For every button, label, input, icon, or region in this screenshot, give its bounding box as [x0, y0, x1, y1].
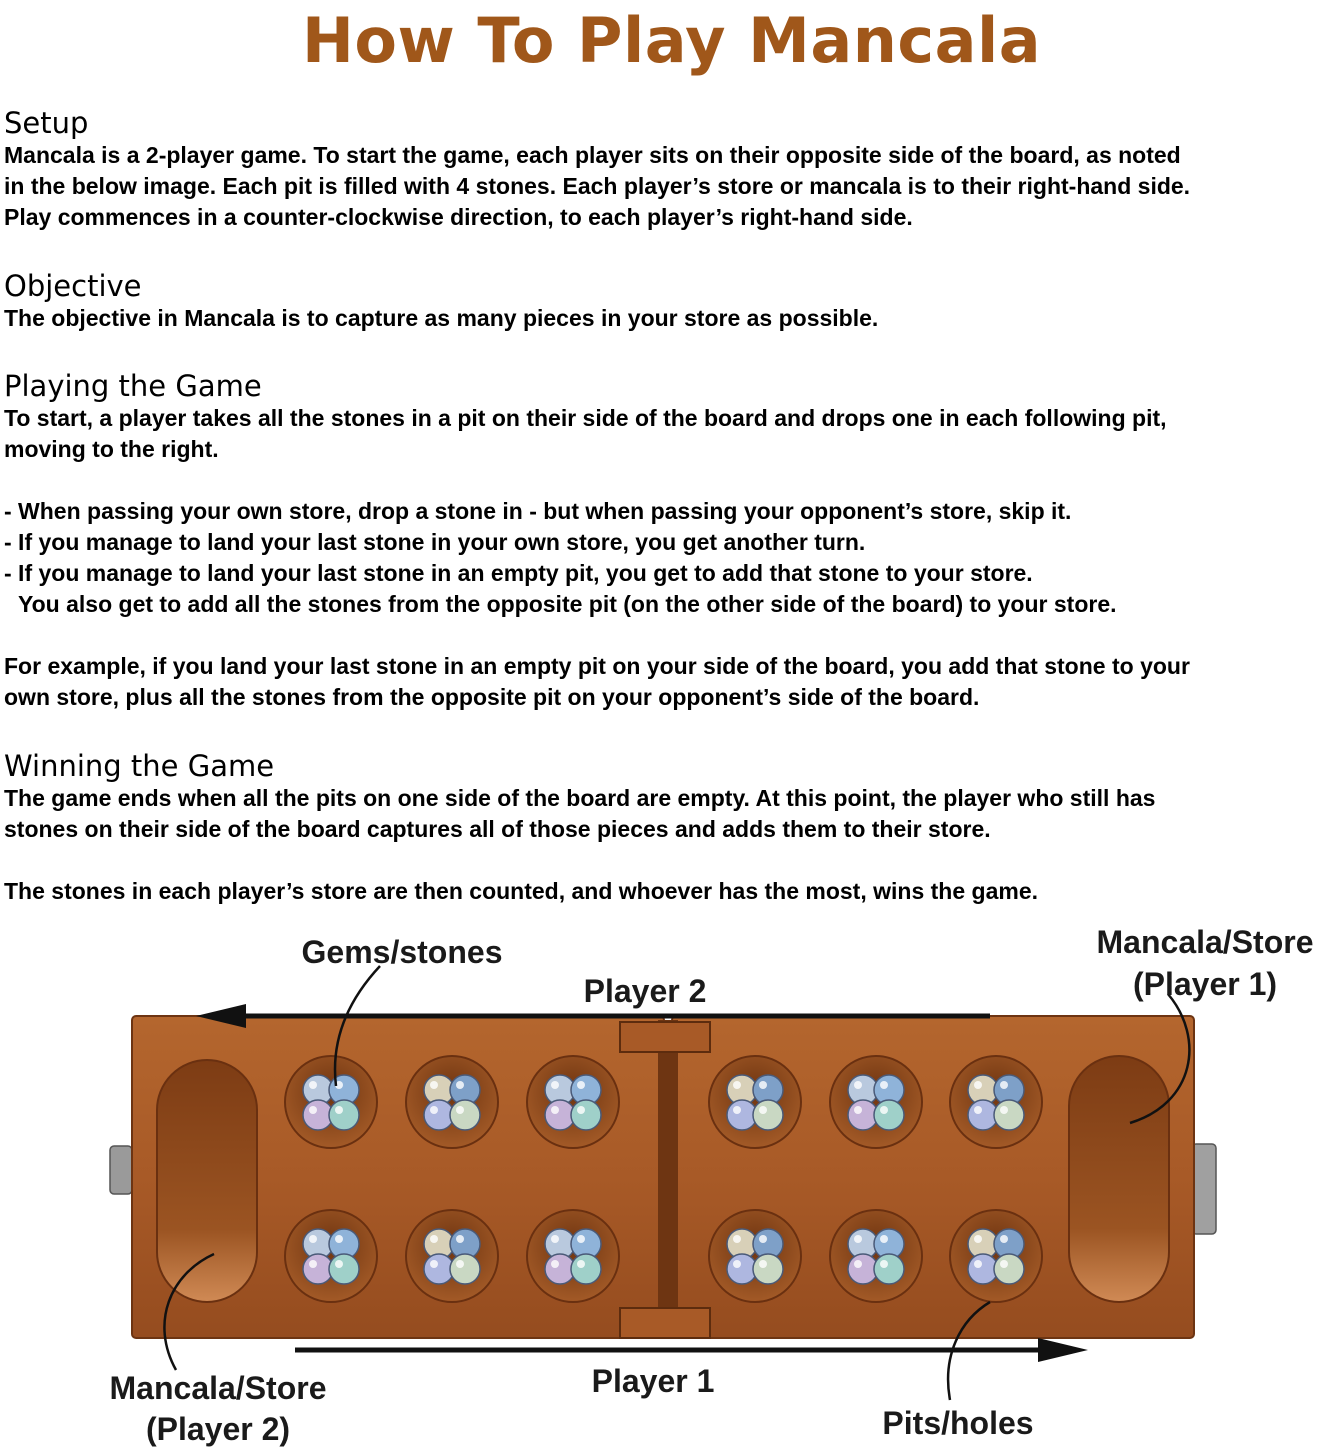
store-p1-label-line2: (Player 1)	[1132, 966, 1278, 1002]
store-player-1	[1069, 1056, 1169, 1302]
stone	[753, 1100, 783, 1130]
latch-top	[620, 1022, 710, 1052]
pit	[285, 1056, 377, 1148]
stone	[874, 1254, 904, 1284]
rule-continuation: You also get to add all the stones from the opposite pit (on the other side of the board) to your store.	[18, 591, 1117, 617]
stone-highlight	[456, 1081, 464, 1089]
stone-highlight	[759, 1235, 767, 1243]
gems-label: Gems/stones	[301, 934, 503, 970]
pit	[950, 1056, 1042, 1148]
stone-highlight	[733, 1106, 741, 1114]
playing-heading: Playing the Game	[4, 369, 262, 403]
pits-label: Pits/holes	[882, 1405, 1034, 1441]
stone-highlight	[430, 1235, 438, 1243]
store-player-2	[157, 1060, 257, 1302]
pit	[406, 1056, 498, 1148]
pit	[830, 1210, 922, 1302]
stone-highlight	[733, 1260, 741, 1268]
stone-highlight	[309, 1235, 317, 1243]
stone-highlight	[335, 1106, 343, 1114]
stone	[994, 1254, 1024, 1284]
store-p2-label-line1: Mancala/Store	[109, 1370, 327, 1406]
stone-highlight	[577, 1106, 585, 1114]
stone	[874, 1100, 904, 1130]
stone-highlight	[456, 1260, 464, 1268]
pit	[406, 1210, 498, 1302]
pit	[527, 1210, 619, 1302]
stone-highlight	[551, 1106, 559, 1114]
winning-line: The game ends when all the pits on one side of the board are empty. At this point, the player who still has	[4, 785, 1156, 811]
stone-highlight	[880, 1235, 888, 1243]
stone-highlight	[759, 1081, 767, 1089]
stone	[450, 1254, 480, 1284]
stone-highlight	[430, 1106, 438, 1114]
player-1-label: Player 1	[591, 1363, 715, 1399]
stone-highlight	[880, 1106, 888, 1114]
stone	[450, 1100, 480, 1130]
winning-final-line: The stones in each player’s store are then counted, and whoever has the most, wins the game.	[4, 878, 1039, 904]
playing-line: moving to the right.	[4, 436, 219, 462]
pit	[830, 1056, 922, 1148]
objective-heading: Objective	[4, 269, 142, 303]
stone	[329, 1100, 359, 1130]
rule-item: - When passing your own store, drop a stone in - but when passing your opponent’s store, skip it.	[4, 498, 1072, 524]
winning-section	[4, 749, 1340, 907]
stone-highlight	[309, 1106, 317, 1114]
setup-line: Play commences in a counter-clockwise direction, to each player’s right-hand side.	[4, 204, 913, 230]
stone	[571, 1254, 601, 1284]
stone	[994, 1100, 1024, 1130]
stone-highlight	[551, 1260, 559, 1268]
stone-highlight	[759, 1106, 767, 1114]
rule-item: - If you manage to land your last stone in an empty pit, you get to add that stone to your store.	[4, 560, 1033, 586]
stone-highlight	[551, 1081, 559, 1089]
pit	[950, 1210, 1042, 1302]
objective-line: The objective in Mancala is to capture as many pieces in your store as possible.	[4, 305, 879, 331]
stone-highlight	[577, 1235, 585, 1243]
pit	[709, 1210, 801, 1302]
setup-section	[4, 106, 1340, 233]
stone-highlight	[974, 1106, 982, 1114]
objective-section	[4, 269, 1340, 334]
stone-highlight	[456, 1106, 464, 1114]
store-p2-label-line2: (Player 2)	[145, 1411, 291, 1447]
stone-highlight	[577, 1081, 585, 1089]
example-line: For example, if you land your last stone in an empty pit on your side of the board, you add that stone to your	[4, 653, 1190, 679]
playing-section	[4, 369, 1340, 713]
stone-highlight	[309, 1081, 317, 1089]
stone-highlight	[733, 1081, 741, 1089]
winning-line: stones on their side of the board captures all of those pieces and adds them to their store.	[4, 816, 991, 842]
example-line: own store, plus all the stones from the opposite pit on your opponent’s side of the board.	[4, 684, 980, 710]
setup-line: Mancala is a 2-player game. To start the game, each player sits on their opposite side of the board, as noted	[4, 142, 1181, 168]
winning-heading: Winning the Game	[4, 749, 275, 783]
stone-highlight	[1000, 1081, 1008, 1089]
stone-highlight	[974, 1260, 982, 1268]
player-2-label: Player 2	[583, 973, 707, 1009]
stone-highlight	[854, 1235, 862, 1243]
hinge-left	[110, 1146, 132, 1194]
stone-highlight	[309, 1260, 317, 1268]
stone-highlight	[880, 1081, 888, 1089]
stone-highlight	[1000, 1106, 1008, 1114]
stone	[329, 1254, 359, 1284]
setup-line: in the below image. Each pit is filled with 4 stones. Each player’s store or mancala is to their right-hand side.	[4, 173, 1191, 199]
rule-item: - If you manage to land your last stone in your own store, you get another turn.	[4, 529, 866, 555]
player-1-arrowhead	[1038, 1338, 1088, 1362]
stone-highlight	[551, 1235, 559, 1243]
stone-highlight	[430, 1081, 438, 1089]
stone-highlight	[854, 1260, 862, 1268]
stone-highlight	[974, 1081, 982, 1089]
stone-highlight	[1000, 1260, 1008, 1268]
playing-line: To start, a player takes all the stones in a pit on their side of the board and drops one in each following pit,	[4, 405, 1167, 431]
stone-highlight	[880, 1260, 888, 1268]
stone-highlight	[335, 1235, 343, 1243]
board-spine	[658, 1020, 678, 1334]
pit	[709, 1056, 801, 1148]
store-p1-label-line1: Mancala/Store	[1096, 924, 1314, 960]
pit	[527, 1056, 619, 1148]
stone-highlight	[974, 1235, 982, 1243]
stone-highlight	[456, 1235, 464, 1243]
pit	[285, 1210, 377, 1302]
stone	[571, 1100, 601, 1130]
stone-highlight	[854, 1106, 862, 1114]
stone-highlight	[335, 1260, 343, 1268]
stone-highlight	[854, 1081, 862, 1089]
latch-bottom	[620, 1308, 710, 1338]
stone-highlight	[733, 1235, 741, 1243]
stone-highlight	[430, 1260, 438, 1268]
setup-heading: Setup	[4, 106, 89, 140]
mancala-board-diagram	[0, 918, 1343, 1450]
page-title: How To Play Mancala	[301, 4, 1042, 77]
stone-highlight	[759, 1260, 767, 1268]
hinge-right	[1192, 1144, 1216, 1234]
stone	[753, 1254, 783, 1284]
stone-highlight	[1000, 1235, 1008, 1243]
stone-highlight	[577, 1260, 585, 1268]
